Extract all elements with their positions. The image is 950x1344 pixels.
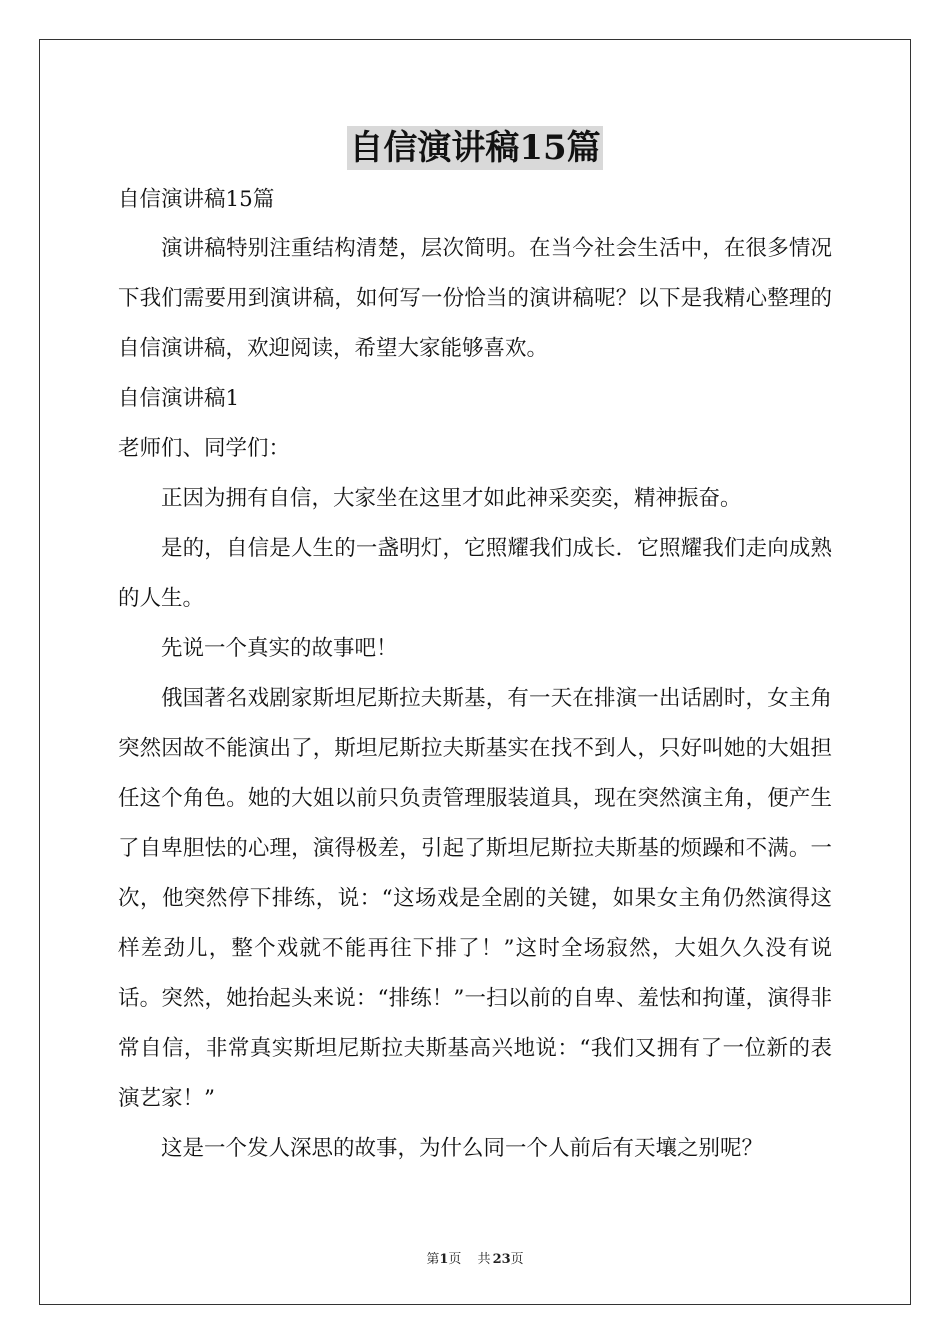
section-heading: 自信演讲稿1 [118, 386, 240, 411]
paragraph: 正因为拥有自信，大家坐在这里才如此神采奕奕，精神振奋。 [161, 486, 742, 511]
salutation: 老师们、同学们： [118, 436, 291, 461]
title-container [0, 126, 950, 170]
page-number: 第1页 [426, 1252, 462, 1267]
subtitle: 自信演讲稿15篇 [118, 187, 275, 212]
paragraph: 是的，自信是人生的一盏明灯，它照耀我们成长．它照耀我们走向成熟的人生。 [118, 536, 832, 611]
document-title: 自信演讲稿15篇 [349, 128, 601, 168]
paragraph: 先说一个真实的故事吧！ [161, 636, 398, 661]
paragraph: 俄国著名戏剧家斯坦尼斯拉夫斯基，有一天在排演一出话剧时，女主角突然因故不能演出了，斯坦尼斯拉夫斯基实在找不到人，只好叫她的大姐担任这个角色。她的大姐以前只负责管理服装道具，现在突然演主角，便产生了自卑胆怯的心理，演得极差，引起了斯坦尼斯拉夫斯基的烦躁和不满。一次，他突然停下排练，说：“这场戏是全剧的关键，如果女主角仍然演得这样差劲儿，整个戏就不能再往下排了！”这时全场寂然，大姐久久没有说话。突然，她抬起头来说：“排练！”一扫以前的自卑、羞怯和拘谨，演得非常自信，非常真实斯坦尼斯拉夫斯基高兴地说：“我们又拥有了一位新的表演艺家！” [118, 686, 832, 1111]
page-total: 共 23页 [477, 1252, 524, 1267]
paragraph: 这是一个发人深思的故事，为什么同一个人前后有天壤之别呢？ [161, 1136, 764, 1161]
intro-paragraph: 演讲稿特别注重结构清楚，层次简明。在当今社会生活中，在很多情况下我们需要用到演讲稿，如何写一份恰当的演讲稿呢？以下是我精心整理的自信演讲稿，欢迎阅读，希望大家能够喜欢。 [118, 236, 832, 361]
page-footer [0, 1248, 950, 1267]
